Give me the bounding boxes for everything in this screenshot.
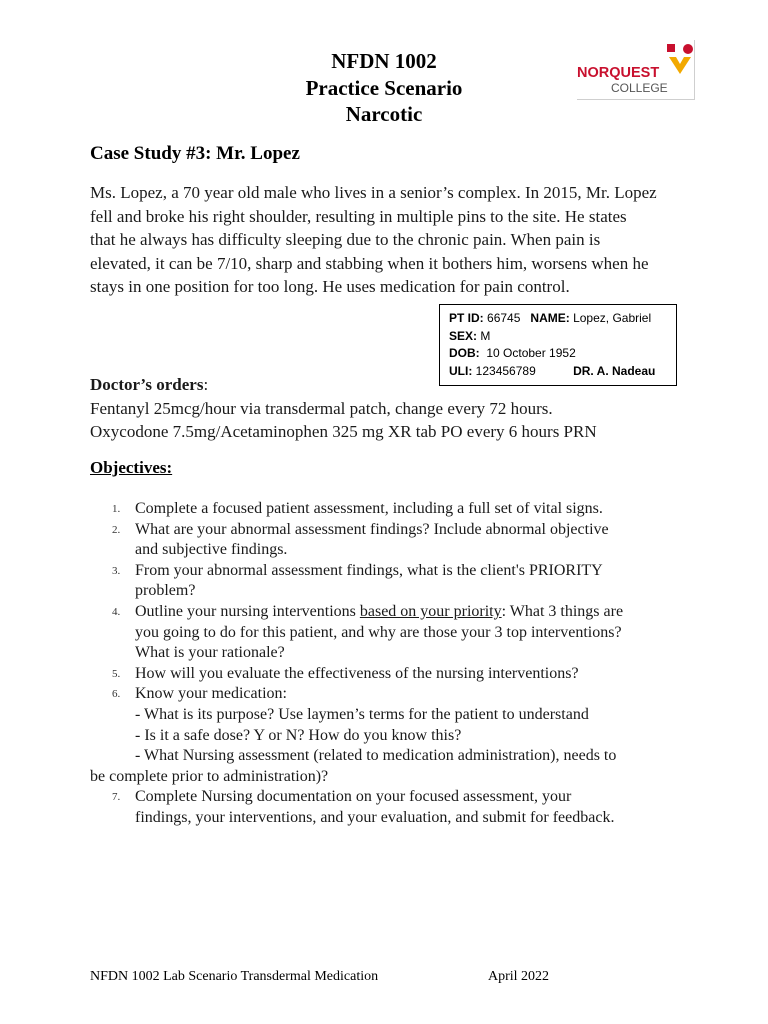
scenario-paragraph (90, 181, 657, 299)
objective-text: How will you evaluate the effectiveness of the nursing interventions? (135, 664, 579, 682)
objective-text: be complete prior to administration)? (90, 767, 329, 785)
orders-heading-line (90, 373, 597, 397)
title-line-topic: Narcotic (345, 102, 423, 126)
name-label: NAME: (530, 311, 570, 325)
sex-value: M (480, 328, 491, 343)
patient-sex-row (449, 328, 676, 346)
objective-text: problem? (135, 582, 196, 600)
uli-value: 123456789 (475, 363, 536, 378)
objective-item (90, 787, 690, 828)
logo-word-top: NORQUEST (577, 65, 660, 81)
footer-right: April 2022 (488, 969, 550, 984)
objective-text: you going to do for this patient, and why are those your 3 top interventions? (135, 623, 622, 641)
case-study-heading: Case Study #3: Mr. Lopez (90, 143, 300, 164)
dob-value: 10 October 1952 (486, 346, 576, 360)
order-line: Fentanyl 25mcg/hour via transdermal patch, change every 72 hours. (90, 398, 553, 418)
objective-text: From your abnormal assessment findings, what is the client's PRIORITY (135, 561, 603, 579)
scenario-line: elevated, it can be 7/10, sharp and stabbing when it bothers him, worsens when he (90, 253, 649, 273)
pt-id-value: 66745 (487, 311, 521, 325)
objective-text (135, 602, 690, 623)
objective-text: - What Nursing assessment (related to medication administration), needs to (135, 747, 617, 765)
scenario-line: that he always has difficulty sleeping due to the chronic pain. When pain is (90, 230, 601, 250)
logo-word-bottom: COLLEGE (611, 81, 668, 95)
orders-heading: Doctor’s orders (90, 375, 204, 394)
objective-number: 6. (112, 688, 121, 701)
logo-circle-mark (683, 44, 693, 54)
patient-name-value: Lopez, Gabriel (573, 311, 652, 325)
objective-item (90, 499, 690, 520)
order-line: Oxycodone 7.5mg/Acetaminophen 325 mg XR tab PO every 6 hours PRN (90, 422, 597, 442)
objective-number: 1. (112, 503, 121, 515)
objective-item (90, 561, 690, 602)
objective-number: 2. (112, 523, 121, 536)
scenario-line: stays in one position for too long. He uses medication for pain control. (90, 277, 570, 297)
objective-number: 7. (112, 791, 121, 804)
objectives-heading: Objectives: (90, 458, 173, 477)
objective-item (90, 664, 690, 685)
objective-text: Know your medication: (135, 685, 287, 703)
objective-number: 3. (112, 564, 121, 577)
objective-number: 5. (112, 667, 121, 680)
objective-text: - What is its purpose? Use laymen’s terms for the patient to understand (135, 705, 589, 723)
pt-id-label: PT ID: (449, 311, 484, 325)
title-line-scenario: Practice Scenario (305, 75, 463, 100)
sex-label: SEX: (449, 328, 478, 343)
norquest-college-logo (577, 40, 695, 100)
patient-id-row (449, 310, 676, 328)
doctors-orders-section (90, 373, 597, 444)
objective-number: 4. (112, 605, 121, 618)
objective-text: What are your abnormal assessment findings? Include abnormal objective (135, 520, 609, 538)
doctor-name: DR. A. Nadeau (573, 363, 656, 378)
norquest-logo-graphic (577, 40, 695, 100)
objective-item (90, 684, 690, 787)
objective-item (90, 520, 690, 561)
objective-text: What is your rationale? (135, 644, 285, 662)
footer-left: NFDN 1002 Lab Scenario Transdermal Medication (90, 969, 379, 984)
objective-text-pre: Outline your nursing interventions (135, 602, 360, 620)
objective-item (90, 602, 690, 664)
objectives-list (90, 499, 690, 829)
objective-text: Complete Nursing documentation on your focused assessment, your (135, 788, 572, 806)
objective-text: findings, your interventions, and your evaluation, and submit for feedback. (135, 808, 615, 826)
patient-dob-row (449, 345, 676, 363)
logo-square-mark (667, 44, 675, 52)
objective-text-post: : What 3 things are (501, 602, 624, 620)
objective-text: Complete a focused patient assessment, including a full set of vital signs. (135, 500, 603, 517)
title-line-course: NFDN 1002 (331, 49, 437, 73)
uli-label: ULI: (449, 363, 473, 378)
document-title (230, 48, 538, 128)
scenario-line: fell and broke his right shoulder, resulting in multiple pins to the site. He states (90, 206, 627, 226)
objective-text: - Is it a safe dose? Y or N? How do you know this? (135, 726, 462, 744)
scenario-line: Ms. Lopez, a 70 year old male who lives in a senior’s complex. In 2015, Mr. Lopez (90, 183, 657, 202)
dob-label: DOB: (449, 346, 480, 360)
objective-text: and subjective findings. (135, 541, 288, 559)
orders-colon: : (203, 375, 209, 394)
objective-text-underlined: based on your priority (359, 602, 502, 620)
